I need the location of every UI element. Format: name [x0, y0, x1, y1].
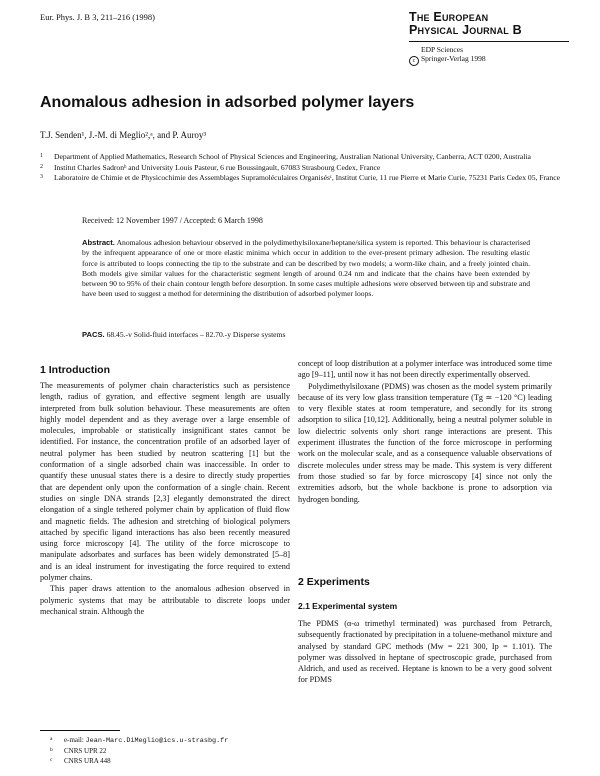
intro-paragraph-4: Polydimethylsiloxane (PDMS) was chosen as the model system primarily because of its very low glass transition temperature (Tg ≃ −120 °C) leading to very flexible states at room temperature, and secondly for its strong adsorption to silica [10,12]. Additionally, being a neutral polymer soluble in low dielectric solvents only short range interactions are present. This experiment illustrates the function of the force microscope in performing work on the molecular scale, and as a consequence valuable observations of discrete molecules under stress may be made. This system is very different from those studied so far by force microscopy [4] since not only the extremities adsorb, but the whole backbone is prone to adsorption via hydrogen bonding. [298, 381, 552, 504]
footnote-mark: c [50, 757, 53, 763]
publisher-line2: Springer-Verlag 1998 [421, 54, 486, 63]
journal-name-line1: The European [409, 10, 489, 24]
intro-paragraph-3: concept of loop distribution at a polymer interface was introduced some time ago [9–11], until now it has not been directly experimentally observed. [298, 359, 552, 380]
footnote-text: CNRS URA 448 [64, 757, 111, 765]
affiliation-text: Institut Charles Sadronᵇ and University Louis Pasteur, 6 rue Boussingault, 67083 Strasbourg Cedex, France [54, 162, 381, 172]
footnote-c [50, 756, 228, 766]
footnote-email-link[interactable]: Jean-Marc.DiMeglio@ics.u-strasbg.fr [85, 737, 229, 745]
intro-paragraph-2: This paper draws attention to the anomalous adhesion observed in polymeric systems that may be attributable to discrete loops under mechanical strain. Although the [40, 584, 290, 616]
affiliation-3 [40, 173, 570, 184]
publisher-line1: EDP Sciences [421, 45, 464, 54]
pacs-label: PACS. [82, 330, 105, 339]
footnotes [50, 735, 228, 766]
footnote-mark: a [50, 736, 53, 742]
publisher-line2-row [409, 54, 486, 66]
copyright-icon: c [409, 56, 419, 66]
footnote-text: CNRS UPR 22 [64, 747, 107, 755]
footnote-rule [40, 730, 120, 731]
right-column [298, 358, 552, 505]
left-column [40, 380, 290, 617]
footnote-mark: b [50, 747, 53, 753]
received-dates: Received: 12 November 1997 / Accepted: 6 March 1998 [82, 216, 263, 225]
affiliation-2 [40, 163, 570, 174]
footnote-label: e-mail: [64, 736, 86, 744]
journal-name-line2: Physical Journal B [409, 23, 522, 37]
paper-title: Anomalous adhesion in adsorbed polymer layers [40, 94, 415, 111]
affiliation-mark: 1 [40, 153, 43, 159]
pacs-codes [82, 330, 285, 339]
abstract [82, 238, 530, 300]
section-experiments-title: 2 Experiments [298, 576, 370, 588]
footnote-a [50, 735, 228, 746]
author-list: T.J. Senden¹, J.-M. di Meglio²,ᵃ, and P. Auroy³ [40, 130, 207, 140]
publisher-block [409, 45, 486, 66]
section-introduction-title: 1 Introduction [40, 364, 110, 376]
affiliation-text: Laboratoire de Chimie et de Physicochimie des Assemblages Supramoléculaires Organisésᶜ, Institut Curie, 11 rue Pierre et Marie Curie, 75231 Paris Cedex 05, France [54, 173, 560, 182]
journal-name [409, 11, 569, 37]
affiliation-mark: 3 [40, 174, 43, 180]
experiments-paragraph-1: The PDMS (α-ω trimethyl terminated) was purchased from Petrarch, subsequently fractionated by precipitation in a toluene-methanol mixture and analysed by standard GPC methods (Mw = 221 300, Ip = 1.101). The polymer was dissolved in heptane of spectroscopic grade, purchased from Aldrich, and used as received. Heptane is known to be a very good solvent for PDMS [298, 619, 552, 685]
intro-paragraph-1: The measurements of polymer chain characteristics such as persistence length, radius of gyration, and effective segment length are usually interpreted from bulk solution behaviour. These measurements are often highly model dependent and as they average over a large ensemble of molecules, improbable or statistically insignificant states cannot be identified. For instance, the concentration profile of an adsorbed layer of neutral polymer has been studied by neutron scattering [1] but the conformation of a single adsorbed chain was inaccessible. In order to quantify these unusual states there is a desire to directly study properties that are dependent only upon the conformation of a single chain. Recent studies on single DNA strands [2,3] elegantly demonstrated the direct elongation of a single tethered polymer chain by application of fluid flow and magnetic fields. The adhesion and stretching of biological polymers attached by specific ligand interactions has also been recently measured using force microscopy [4]. The utility of the force microscope to manipulate adsorbates and surfaces has been widely demonstrated [5–8] and is an ideal instrument for investigating the force required to extend polymer chains. [40, 381, 290, 583]
header-rule [409, 41, 569, 42]
abstract-label: Abstract. [82, 238, 115, 247]
journal-reference: Eur. Phys. J. B 3, 211–216 (1998) [40, 12, 155, 22]
subsection-experimental-system-title: 2.1 Experimental system [298, 601, 398, 611]
footnote-b [50, 746, 228, 756]
abstract-text: Anomalous adhesion behaviour observed in the polydimethylsiloxane/heptane/silica system is reported. This behaviour is characterised by the infrequent appearance of one or more elastic minima which occur in addition to the ever-present primary adhesion. The resulting elastic force is attributed to loops connecting the tip to the substrate and can be described by two models; a worm-like chain, and a freely jointed chain. Both models give similar values for the characteristic segment length of around 0.24 nm and indicate that the chains have been extended by between 90 to 95% of their chain contour length before desorption. In some cases multiple adhesions were observed between tip and substrate and have been used to suggest a method for determining the distribution of adsorbed polymer loops. [82, 238, 530, 299]
affiliation-mark: 2 [40, 163, 43, 170]
pacs-text: 68.45.-v Solid-fluid interfaces – 82.70.-y Disperse systems [106, 330, 286, 339]
experiments-column [298, 618, 552, 686]
affiliation-1 [40, 152, 570, 163]
affiliation-text: Department of Applied Mathematics, Research School of Physical Sciences and Engineering, Australian National University, Canberra, ACT 0200, Australia [54, 152, 531, 161]
affiliations [40, 152, 570, 184]
